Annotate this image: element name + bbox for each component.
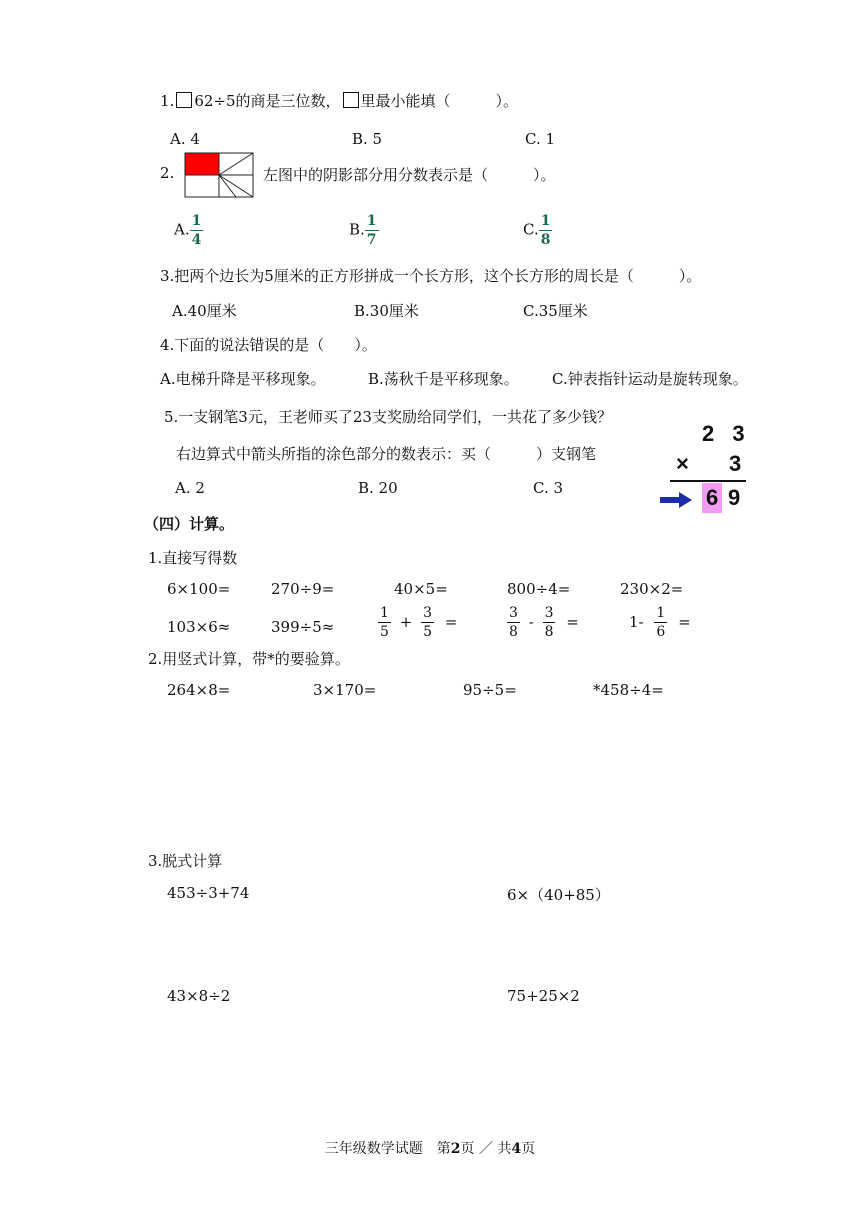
q5-option-a: A. 2 xyxy=(175,479,205,497)
fraction-expression-a: $\frac{1}{5}$ + $\frac{3}{5}$ = xyxy=(380,605,458,640)
calc1-item: 230×2= xyxy=(620,580,684,598)
q4-option-c: C.钟表指针运动是旋转现象。 xyxy=(552,370,748,388)
calc1-item: 399÷5≈ xyxy=(271,618,335,636)
calc2-item: 264×8= xyxy=(167,681,231,699)
fraction: $\frac{1}{8}$ xyxy=(540,213,551,248)
calc1-title: 1.直接写得数 xyxy=(148,549,238,567)
q5-subquestion: 右边算式中箭头所指的涂色部分的数表示：买（ ）支钢笔 xyxy=(176,445,597,463)
q4-option-a: A.电梯升降是平移现象。 xyxy=(160,370,326,388)
q1-option-b: B. 5 xyxy=(352,130,383,148)
section-title: （四）计算。 xyxy=(144,515,235,533)
blank-box xyxy=(176,92,192,108)
result-digit: 9 xyxy=(728,485,741,510)
calc3-item: 6×（40+85） xyxy=(507,886,610,904)
shaded-rectangle-figure xyxy=(184,152,254,198)
fraction-expression-c: 1- $\frac{1}{6}$ = xyxy=(629,605,691,640)
calc1-item: 800÷4= xyxy=(507,580,571,598)
arrow-right-icon xyxy=(660,492,692,508)
q3-option-b: B.30厘米 xyxy=(354,302,419,320)
calc2-item: *458÷4= xyxy=(593,681,664,699)
blank-box xyxy=(343,92,359,108)
page-footer: 三年级数学试题 第2页 ／ 共4页 xyxy=(324,1141,536,1157)
q2-number: 2. xyxy=(160,164,175,182)
q2-stem: 左图中的阴影部分用分数表示是（ ）。 xyxy=(263,166,556,184)
q4-option-b: B.荡秋千是平移现象。 xyxy=(368,370,519,388)
calc2-item: 95÷5= xyxy=(463,681,517,699)
q4-stem: 4.下面的说法错误的是（ ）。 xyxy=(160,336,377,354)
calc3-item: 75+25×2 xyxy=(507,987,580,1005)
vertical-multiplier: 3 xyxy=(729,451,742,476)
q1-stem: 1. 62÷5的商是三位数， 里最小能填（ ）。 xyxy=(160,92,519,110)
fraction: $\frac{1}{4}$ xyxy=(191,213,202,248)
highlighted-digit: 6 xyxy=(706,485,719,510)
fraction: $\frac{1}{7}$ xyxy=(366,213,377,248)
q1-option-a: A. 4 xyxy=(170,130,200,148)
calc3-item: 453÷3+74 xyxy=(167,884,250,902)
q5-option-b: B. 20 xyxy=(358,479,398,497)
q1-option-c: C. 1 xyxy=(525,130,556,148)
q2-option-a: A. $\frac{1}{4}$ xyxy=(174,213,202,248)
multiply-sign: × xyxy=(676,451,689,476)
calc3-item: 43×8÷2 xyxy=(167,987,231,1005)
calc2-item: 3×170= xyxy=(313,681,377,699)
vertical-top-number: 2 3 xyxy=(702,421,751,446)
calc2-title: 2.用竖式计算，带*的要验算。 xyxy=(148,650,350,668)
q3-stem: 3.把两个边长为5厘米的正方形拼成一个长方形，这个长方形的周长是（ ）。 xyxy=(160,267,702,285)
calc1-item: 103×6≈ xyxy=(167,618,231,636)
q2-option-c: C. $\frac{1}{8}$ xyxy=(523,213,551,248)
q2-option-b: B. $\frac{1}{7}$ xyxy=(349,213,377,248)
calc1-item: 270÷9= xyxy=(271,580,335,598)
calc1-item: 6×100= xyxy=(167,580,231,598)
q3-option-c: C.35厘米 xyxy=(523,302,588,320)
calc1-item: 40×5= xyxy=(394,580,448,598)
fraction-expression-b: $\frac{3}{8}$ - $\frac{3}{8}$ = xyxy=(509,605,579,640)
q5-stem: 5.一支钢笔3元，王老师买了23支奖励给同学们，一共花了多少钱？ xyxy=(164,408,612,426)
calc3-title: 3.脱式计算 xyxy=(148,852,223,870)
q3-option-a: A.40厘米 xyxy=(172,302,237,320)
q5-option-c: C. 3 xyxy=(533,479,564,497)
vertical-line xyxy=(670,480,746,482)
